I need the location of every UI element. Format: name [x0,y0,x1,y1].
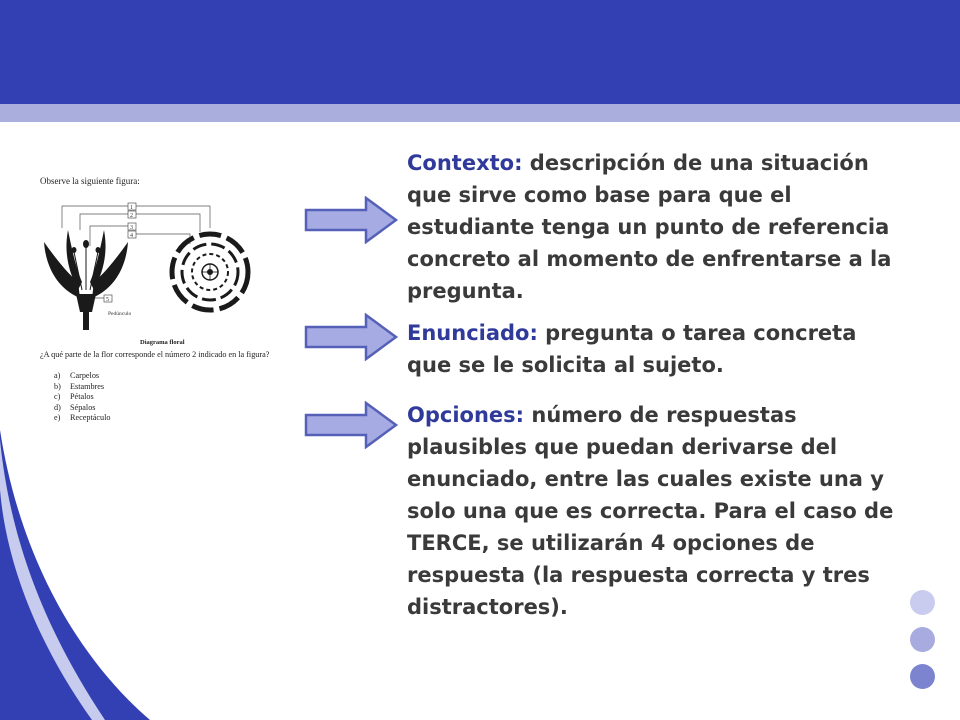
option-a: a) Carpelos [54,371,100,380]
flower-diagram [40,190,312,350]
pedicel-label: Pedúnculo [108,311,132,317]
label-1: 1 [130,205,133,211]
header-band [0,0,960,104]
option-b: b) Estambres [54,381,105,391]
label-5: 5 [106,297,109,303]
term-contexto: Contexto: [407,151,523,175]
figure-caption: Diagrama floral [140,339,185,346]
right-arrow-icon [304,313,400,361]
label-2: 2 [130,213,133,219]
definition-text: número de respuestas plausibles que puedan derivarse del enunciado, entre las cuales existe una y solo una que es correcta. Para el caso de TERCE, se utilizarán 4 opciones de respuesta (la respuesta correcta y tres distractores). [407,403,894,619]
figure-instruction: Observe la siguiente figura: [40,176,140,186]
option-c: c) Pétalos [54,392,94,401]
dot-medium [910,627,935,652]
definition-opciones [407,399,897,623]
dot-light [910,590,935,615]
figure-question: ¿A qué parte de la flor corresponde el número 2 indicado en la figura? [40,350,270,359]
label-3: 3 [130,225,133,231]
definition-enunciado [407,317,897,381]
definition-contexto [407,147,897,307]
definition-text: pregunta o tarea concreta que se le solicita al sujeto. [407,321,857,377]
header-sub-band [0,104,960,122]
option-e: e) Receptáculo [54,413,111,422]
decorative-dots [910,590,936,701]
dot-dark [910,664,935,689]
figure-options [54,371,110,424]
exam-item-figure [40,176,312,436]
label-4: 4 [130,233,133,239]
right-arrow-icon [304,196,400,244]
right-arrow-icon [304,401,400,449]
definition-text: descripción de una situación que sirve como base para que el estudiante tenga un punto de referencia concreto al momento de enfrentarse a la pregunta. [407,151,892,303]
term-enunciado: Enunciado: [407,321,538,345]
term-opciones: Opciones: [407,403,525,427]
option-d: d) Sépalos [54,402,96,412]
